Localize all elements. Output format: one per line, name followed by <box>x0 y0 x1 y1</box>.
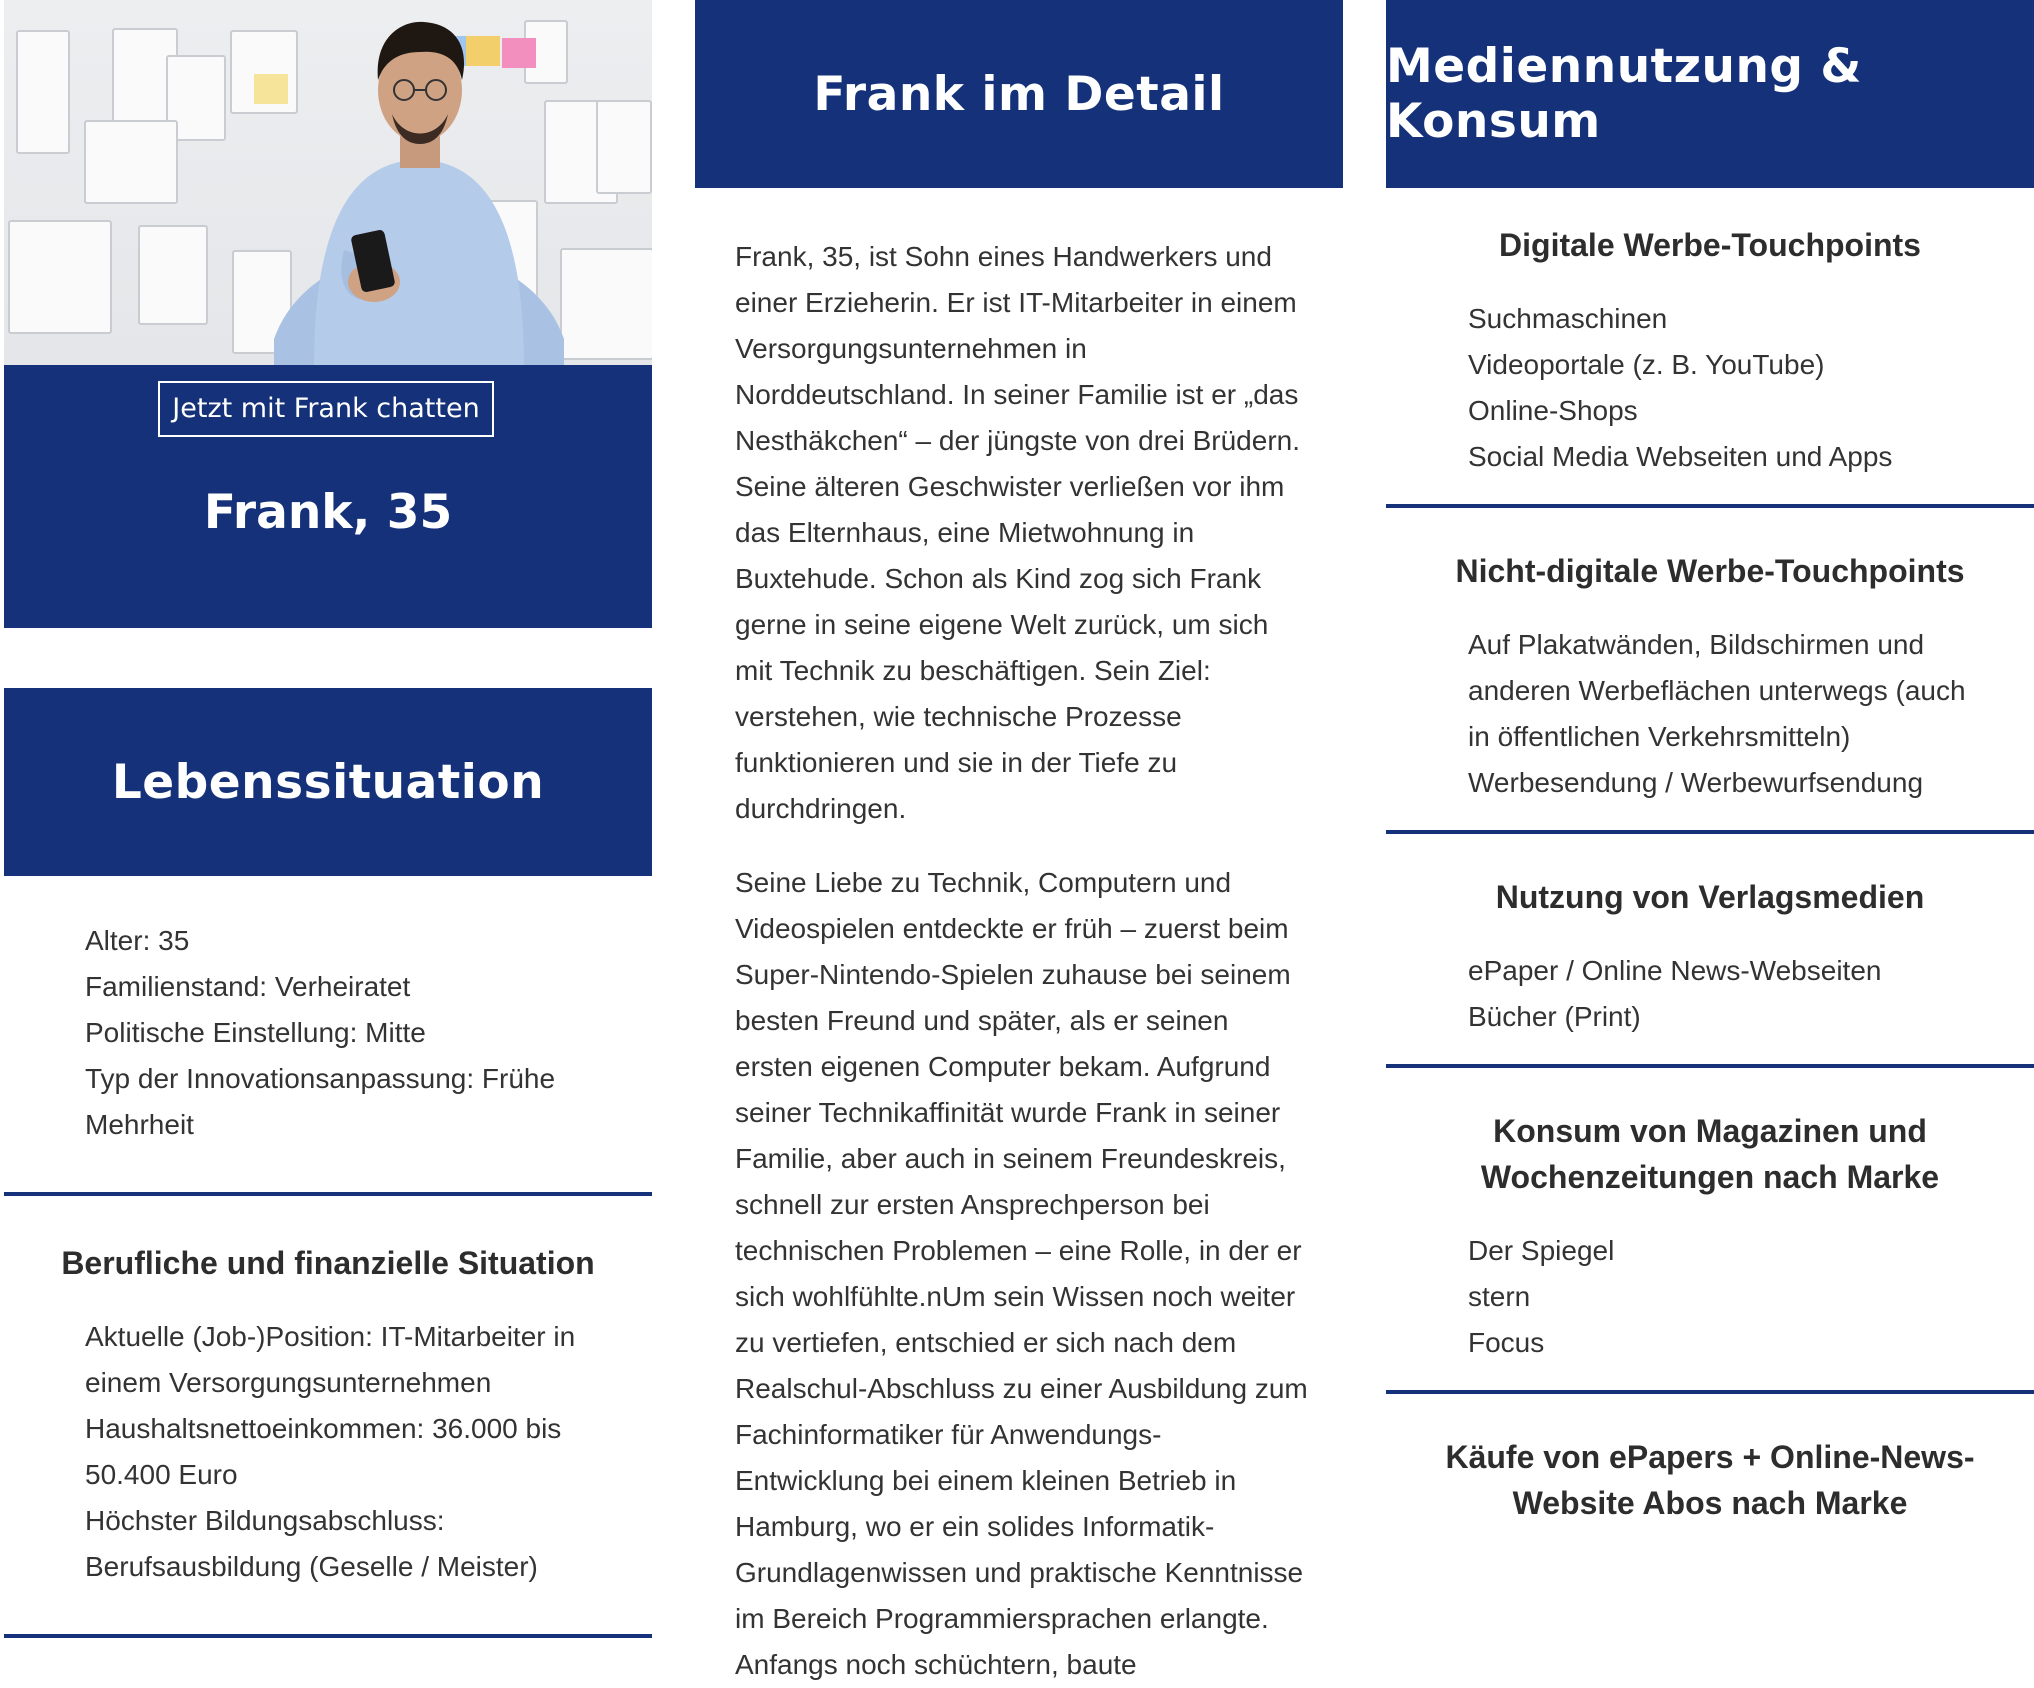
wireframe-sketch <box>8 220 112 334</box>
publisher-media-list <box>1468 948 1988 1040</box>
life-banner <box>4 688 652 876</box>
list-item: Typ der Innovationsanpassung: Frühe Mehrheit <box>85 1063 556 1140</box>
epaper-subscriptions-title: Käufe von ePapers + Online-News-Website Abos nach Marke <box>1445 1439 1975 1521</box>
detail-title: Frank im Detail <box>813 66 1225 122</box>
list-item: Videoportale (z. B. YouTube) <box>1468 349 1825 380</box>
right-column <box>1386 0 2034 1526</box>
list-item: Der Spiegel <box>1468 1235 1615 1266</box>
detail-paragraph: Seine Liebe zu Technik, Computern und Videospielen entdeckte er früh – zuerst beim Super-Nintendo-Spielen zuhause bei seinem besten Freund und später, als er seinen ersten eigenen Computer bekam. Aufgrund seiner Technikaffinität wurde Frank in seiner Familie, aber auch in seinem Freundeskreis, schnell zur ersten Ansprechperson bei technischen Problemen – eine Rolle, in der er sich wohlfühlte.nUm sein Wissen noch weiter zu vertiefen, entschied er sich nach dem Realschul-Abschluss zu einer Ausbildung zum Fachinformatiker für Anwendungs-Entwicklung bei einem kleinen Betrieb in Hamburg, wo er ein solides Informatik-Grundlagenwissen und praktische Kenntnisse im Bereich Programmiersprachen erlangte. Anfangs noch schüchtern, baute <box>735 867 1308 1680</box>
section-divider <box>4 1192 652 1196</box>
career-list <box>85 1314 605 1590</box>
middle-column <box>695 0 1343 1688</box>
section-divider <box>4 1634 652 1638</box>
digital-touchpoints-title: Digitale Werbe-Touchpoints <box>1499 227 1921 263</box>
wireframe-sketch <box>84 120 178 204</box>
life-title: Lebenssituation <box>111 754 545 810</box>
publisher-media-title: Nutzung von Verlagsmedien <box>1495 879 1925 915</box>
list-item: Haushaltsnettoeinkommen: 36.000 bis 50.400 Euro <box>85 1413 562 1490</box>
list-item: Alter: 35 <box>85 925 190 956</box>
wireframe-sketch <box>560 248 652 360</box>
chat-with-frank-button[interactable]: Jetzt mit Frank chatten <box>158 381 494 437</box>
career-title: Berufliche und finanzielle Situation <box>61 1245 595 1281</box>
list-item: Höchster Bildungsabschluss: Berufsausbildung (Geselle / Meister) <box>85 1505 538 1582</box>
section-divider <box>1386 1064 2034 1068</box>
section-divider <box>1386 504 2034 508</box>
left-column <box>4 0 652 1638</box>
media-banner <box>1386 0 2034 188</box>
media-title: Mediennutzung & Konsum <box>1386 39 1862 149</box>
profile-card <box>4 365 652 628</box>
list-item: Werbesendung / Werbewurfsendung <box>1468 767 1924 798</box>
magazine-consumption-title: Konsum von Magazinen und Wochenzeitungen nach Marke <box>1480 1113 1940 1195</box>
wireframe-sketch <box>596 100 652 194</box>
profile-name: Frank, 35 <box>203 485 453 540</box>
detail-text <box>695 188 1310 1688</box>
list-item: Bücher (Print) <box>1468 1001 1641 1032</box>
list-item: Social Media Webseiten und Apps <box>1468 441 1893 472</box>
person-illustration <box>274 10 564 365</box>
non-digital-touchpoints-title: Nicht-digitale Werbe-Touchpoints <box>1455 553 1965 589</box>
list-item: stern <box>1468 1281 1531 1312</box>
digital-touchpoints-list <box>1468 296 1988 480</box>
profile-photo <box>4 0 652 365</box>
list-item: Familienstand: Verheiratet <box>85 971 411 1002</box>
non-digital-touchpoints-list <box>1468 622 1988 806</box>
list-item: Focus <box>1468 1327 1545 1358</box>
list-item: Politische Einstellung: Mitte <box>85 1017 426 1048</box>
magazine-consumption-list <box>1468 1228 1988 1366</box>
section-divider <box>1386 1390 2034 1394</box>
life-list <box>85 918 585 1148</box>
detail-banner <box>695 0 1343 188</box>
wireframe-sketch <box>16 30 70 154</box>
section-divider <box>1386 830 2034 834</box>
list-item: ePaper / Online News-Webseiten <box>1468 955 1882 986</box>
list-item: Aktuelle (Job-)Position: IT-Mitarbeiter in einem Versorgungsunternehmen <box>85 1321 576 1398</box>
list-item: Online-Shops <box>1468 395 1638 426</box>
wireframe-sketch <box>138 225 208 325</box>
list-item: Suchmaschinen <box>1468 303 1668 334</box>
detail-paragraph: Frank, 35, ist Sohn eines Handwerkers und einer Erzieherin. Er ist IT-Mitarbeiter in einem Versorgungsunternehmen in Norddeutschland. In seiner Familie ist er „das Nesthäkchen“ – der jüngste von drei Brüdern. Seine älteren Geschwister verließen vor ihm das Elternhaus, eine Mietwohnung in Buxtehude. Schon als Kind zog sich Frank gerne in seine eigene Welt zurück, um sich mit Technik zu beschäftigen. Sein Ziel: verstehen, wie technische Prozesse funktionieren und sie in der Tiefe zu durchdringen. <box>735 241 1300 824</box>
list-item: Auf Plakatwänden, Bildschirmen und anderen Werbeflächen unterwegs (auch in öffentlichen Verkehrsmitteln) <box>1468 629 1966 752</box>
